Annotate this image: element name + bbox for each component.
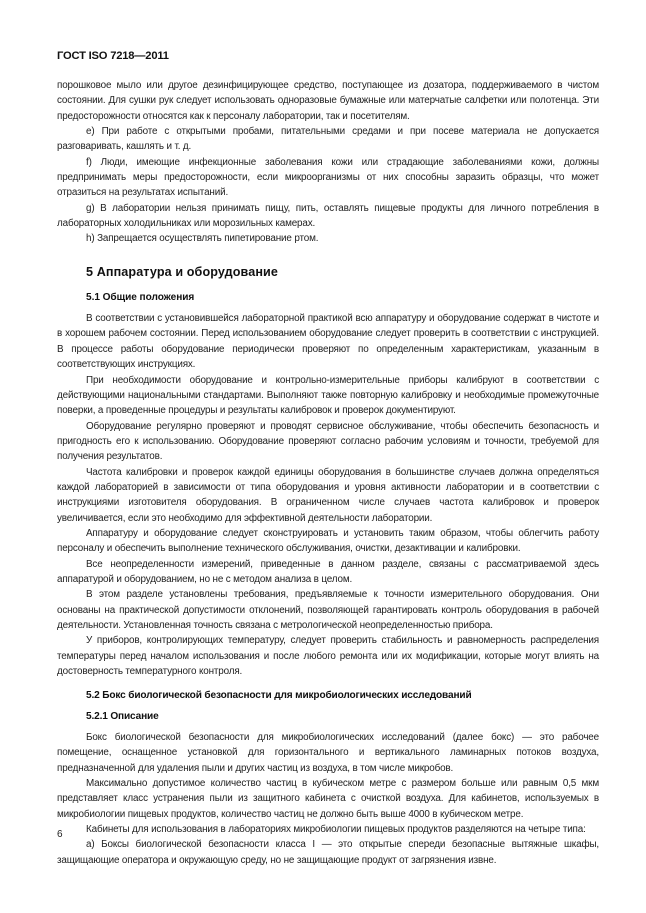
section-5-1-heading: 5.1 Общие положения xyxy=(86,291,195,303)
paragraph: Оборудование регулярно проверяют и проводят сервисное обслуживание, чтобы обеспечить безопасность и пригодность его к использованию. Оборудование проверяют согласно рабочим условиям и точности, требуемой для получения результатов. xyxy=(57,420,599,463)
paragraph: Максимально допустимое количество частиц в кубическом метре с размером больше или равным 0,5 мкм представляет класс устранения пыли из защитного кабинета с очисткой воздуха. Для кабинетов, используемых в микробиологии пищевых продуктов, количество частиц не должно быть выше 4000 в кубическом метре. xyxy=(57,778,599,820)
section-5-2-heading: 5.2 Бокс биологической безопасности для микробиологических исследований xyxy=(86,690,472,702)
paragraph: Аппаратуру и оборудование следует сконструировать и установить таким образом, чтобы облегчить работу персоналу и обеспечить выполнение технического обслуживания, очистки, дезактивации и калибровки. xyxy=(57,527,599,555)
paragraph: В этом разделе установлены требования, предъявляемые к точности измерительного оборудования. Они основаны на практической допустимости отклонений, позволяющей гарантировать контроль оборудования в рабочей деятельности. Установленная точность связана с метрологической неопределенностью прибора. xyxy=(57,589,599,631)
list-item-e: e) При работе с открытыми пробами, питательными средами и при посеве материала не допускается разговаривать, кашлять и т. д. xyxy=(57,126,599,153)
document-body xyxy=(57,78,599,868)
paragraph: При необходимости оборудование и контрольно-измерительные приборы калибруют в соответствии с действующими национальными стандартами. Выполняют также повторную калибровку и необходимые промежуточные поверки, а проведенные процедуры и результаты калибровок и проверок документируют. xyxy=(57,374,599,417)
list-item-f: f) Люди, имеющие инфекционные заболевания кожи или страдающие заболеваниями кожи, должны предпринимать меры предосторожности, если микроорганизмы от них способны заразить образцы, что может отразиться на результатах испытаний. xyxy=(57,156,599,199)
document-header: ГОСТ ISO 7218—2011 xyxy=(57,50,169,62)
list-item-h: h) Запрещается осуществлять пипетирование ртом. xyxy=(86,233,319,245)
list-item-a: а) Боксы биологической безопасности класса I — это открытые спереди безопасные вытяжные шкафы, защищающие оператора и окружающую среду, но не защищающие продукт от загрязнения извне. xyxy=(57,839,599,866)
paragraph: В соответствии с установившейся лабораторной практикой всю аппаратуру и оборудование содержат в чистоте и в хорошем рабочем состоянии. Перед использованием оборудование следует проверить в соответствии с инструкцией. В процессе работы оборудование периодически проверяют по определенным характеристикам, указанным в соответствующих инструкциях. xyxy=(57,313,599,371)
continuation-paragraph: порошковое мыло или другое дезинфицирующее средство, поступающее из дозатора, поддерживаемого в чистом состоянии. Для сушки рук следует использовать одноразовые бумажные или матерчатые салфетки или полотенца. Эти предосторожности относятся как к персоналу лаборатории, так и посетителям. xyxy=(57,80,599,122)
paragraph: У приборов, контролирующих температуру, следует проверить стабильность и равномерность распределения температуры перед началом использования и после любого ремонта или их модификации, которые могут влиять на достоверность температурного контроля. xyxy=(57,635,599,678)
section-5-2-1-heading: 5.2.1 Описание xyxy=(86,710,159,722)
paragraph: Все неопределенности измерений, приведенные в данном разделе, связаны с рассматриваемой здесь аппаратурой и оборудованием, но не с методом анализа в целом. xyxy=(57,558,599,585)
section-5-heading: 5 Аппаратура и оборудование xyxy=(86,264,278,279)
paragraph: Частота калибровки и проверок каждой единицы оборудования в большинстве случаев должна определяться каждой лабораторией в зависимости от типа оборудования и уровня активности лаборатории и в соответствии с инструкциями изготовителя оборудования. В ограниченном числе случаев частота калибровок и проверок увеличивается, если это необходимо для эффективной деятельности лаборатории. xyxy=(57,466,599,524)
paragraph: Бокс биологической безопасности для микробиологических исследований (далее бокс) — это рабочее помещение, оснащенное установкой для горизонтального и вертикального ламинарных потоков воздуха, предназначенной для удаления пыли и других частиц из воздуха, в том числе микробов. xyxy=(57,732,599,774)
list-item-g: g) В лаборатории нельзя принимать пищу, пить, оставлять пищевые продукты для личного потребления в лабораторных холодильниках или морозильных камерах. xyxy=(57,202,599,230)
paragraph: Кабинеты для использования в лабораториях микробиологии пищевых продуктов разделяются на четыре типа: xyxy=(86,824,586,836)
page-number: 6 xyxy=(57,829,63,840)
